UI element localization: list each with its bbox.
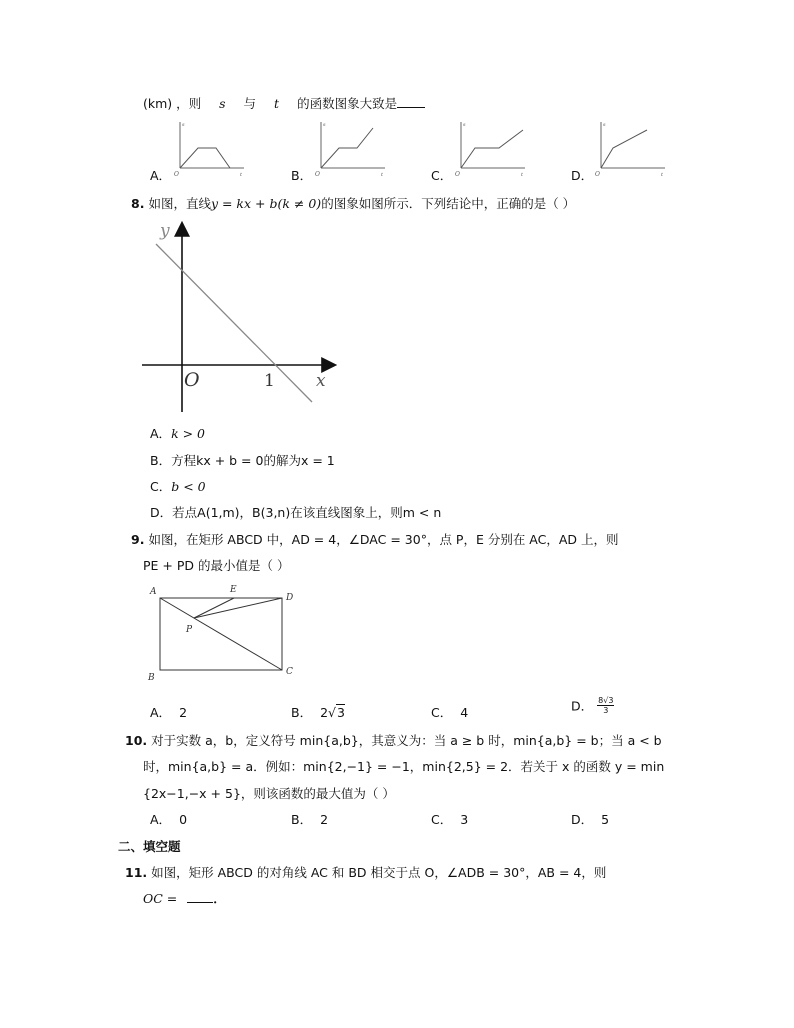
q7-stem <box>143 94 425 112</box>
q11-line2a: OC = <box>143 891 182 906</box>
q10-option-d-label: D． <box>571 812 594 827</box>
q11-stem-line1 <box>125 863 606 881</box>
q9-stem-line1 <box>131 530 619 548</box>
q10-option-c-label: C． <box>431 812 453 827</box>
q8-formula: y = kx + b(k ≠ 0) <box>210 196 322 211</box>
q7-option-c-graph <box>451 118 531 180</box>
q8-number: 8. <box>131 196 145 211</box>
q8-option-a <box>150 424 205 442</box>
q7-option-a-s-label: s <box>182 122 185 128</box>
section-title-fill-blank: 二、填空题 <box>118 839 181 854</box>
q9-option-b-label: B． <box>291 705 313 720</box>
q7-lead: (km) ，则 <box>143 96 202 111</box>
q10-option-a-label: A． <box>150 812 172 827</box>
q11-answer-blank <box>187 890 213 903</box>
q7-option-a <box>150 118 250 184</box>
q11-stem-line2 <box>143 889 226 907</box>
q10-option-b-text: 2 <box>320 812 329 827</box>
q7-option-a-graph <box>170 118 250 180</box>
q10-number: 10. <box>125 733 148 748</box>
q7-option-d-s-label: s <box>603 122 606 128</box>
q9-option-b-coef: 2 <box>320 705 329 720</box>
q10-stem-line2 <box>143 757 664 775</box>
q11-number: 11. <box>125 865 148 880</box>
q9-figure <box>144 580 304 686</box>
q7-option-b-graph <box>311 118 391 180</box>
q8-origin-label: O <box>184 369 200 391</box>
q7-option-b-label: B． <box>291 168 313 183</box>
q7-option-a-origin: O <box>174 171 179 178</box>
q8-option-c-text: b < 0 <box>171 479 206 494</box>
q7-answer-blank <box>397 95 425 108</box>
q8-option-a-label: A． <box>150 426 172 441</box>
q10-stem-line3 <box>143 784 395 802</box>
q8-tick-1: 1 <box>264 371 275 391</box>
q7-option-b-s-label: s <box>323 122 326 128</box>
q9-option-a-label: A． <box>150 705 172 720</box>
q10-option-d-text: 5 <box>601 812 610 827</box>
q10-stem-line1 <box>125 731 662 749</box>
q8-option-c <box>150 477 206 495</box>
q9-option-a-text: 2 <box>179 705 188 720</box>
q9-option-d-fraction <box>597 696 614 715</box>
q9-option-c <box>431 703 468 721</box>
q7-option-b-origin: O <box>315 171 320 178</box>
q11-line2b: ． <box>213 891 226 906</box>
q9-option-a <box>150 703 187 721</box>
q9-option-c-label: C． <box>431 705 453 720</box>
q7-option-d-t-label: t <box>661 172 664 178</box>
q7-option-c-t-label: t <box>521 172 524 178</box>
q8-option-d-label: D． <box>150 505 173 520</box>
q7-option-d-origin: O <box>595 171 600 178</box>
q9-line1: 如图，在矩形 ABCD 中，AD = 4，∠DAC = 30°，点 P，E 分别在 AC，AD 上，则 <box>148 532 619 547</box>
q9-label-a: A <box>150 587 157 597</box>
q7-option-d <box>571 118 671 184</box>
q9-option-d-label: D． <box>571 698 594 714</box>
q9-stem-line2 <box>143 556 289 574</box>
q8-x-label: x <box>316 371 326 391</box>
q8-stem-a: 如图，直线 <box>148 196 211 211</box>
q9-number: 9. <box>131 532 145 547</box>
q7-option-c-s-label: s <box>463 122 466 128</box>
q9-label-e: E <box>230 585 237 595</box>
q10-line2: 时，min{a,b} = a．例如：min{2,−1} = −1，min{2,5} = 2．若关于 x 的函数 y = min <box>143 759 665 774</box>
q9-label-c: C <box>286 667 293 677</box>
q10-line1: 对于实数 a，b，定义符号 min{a,b}，其意义为：当 a ≥ b 时，min{a,b} = b；当 a < b <box>151 733 662 748</box>
q7-option-d-label: D． <box>571 168 594 183</box>
q8-line <box>156 244 312 402</box>
q10-option-d <box>571 810 609 828</box>
q9-label-d: D <box>286 593 294 603</box>
q11-line1: 如图，矩形 ABCD 的对角线 AC 和 BD 相交于点 O，∠ADB = 30°，AB = 4，则 <box>151 865 607 880</box>
q7-option-b <box>291 118 391 184</box>
q7-option-a-label: A． <box>150 168 172 183</box>
q8-option-c-label: C． <box>150 479 172 494</box>
q8-option-b-label: B． <box>150 453 172 468</box>
q8-option-b-text: 方程kx + b = 0的解为x = 1 <box>171 453 335 468</box>
q8-stem <box>131 194 575 212</box>
q10-line3: {2x−1,−x + 5}，则该函数的最大值为（ ） <box>143 786 395 801</box>
q7-option-c-label: C． <box>431 168 453 183</box>
q7-option-c-origin: O <box>455 171 460 178</box>
q10-option-a <box>150 810 187 828</box>
q9-option-d-denominator: 3 <box>603 706 609 715</box>
q8-option-d-text: 若点A(1,m)，B(3,n)在该直线图象上，则m < n <box>172 505 442 520</box>
q9-option-c-text: 4 <box>460 705 469 720</box>
q10-option-a-text: 0 <box>179 812 188 827</box>
q8-graph <box>138 218 344 418</box>
q9-option-b: B． 2√3 <box>291 705 345 720</box>
q8-option-b <box>150 451 335 469</box>
q8-option-d <box>150 503 441 521</box>
q10-option-c <box>431 810 468 828</box>
q7-var-t: t <box>274 96 280 111</box>
q8-stem-b: 的图象如图所示．下列结论中，正确的是（ ） <box>321 196 576 211</box>
q9-option-d-numerator: 8√3 <box>598 696 614 705</box>
q9-line2: PE + PD 的最小值是（ ） <box>143 558 290 573</box>
q7-option-b-t-label: t <box>381 172 384 178</box>
q7-yu: 与 <box>243 96 257 111</box>
q7-var-s: s <box>219 96 226 111</box>
q9-label-p: P <box>186 625 193 635</box>
q7-option-a-t-label: t <box>240 172 243 178</box>
q8-option-a-text: k > 0 <box>171 426 206 441</box>
q10-option-c-text: 3 <box>460 812 469 827</box>
q8-y-label: y <box>160 221 170 241</box>
q9-option-b-radicand: 3 <box>337 705 345 720</box>
q10-option-b-label: B． <box>291 812 313 827</box>
q7-tail: 的函数图象大致是 <box>297 96 398 111</box>
q9-option-d <box>571 696 614 715</box>
q7-option-c <box>431 118 531 184</box>
q9-label-b: B <box>148 673 155 683</box>
q7-option-d-graph <box>591 118 671 180</box>
q10-option-b <box>291 810 328 828</box>
